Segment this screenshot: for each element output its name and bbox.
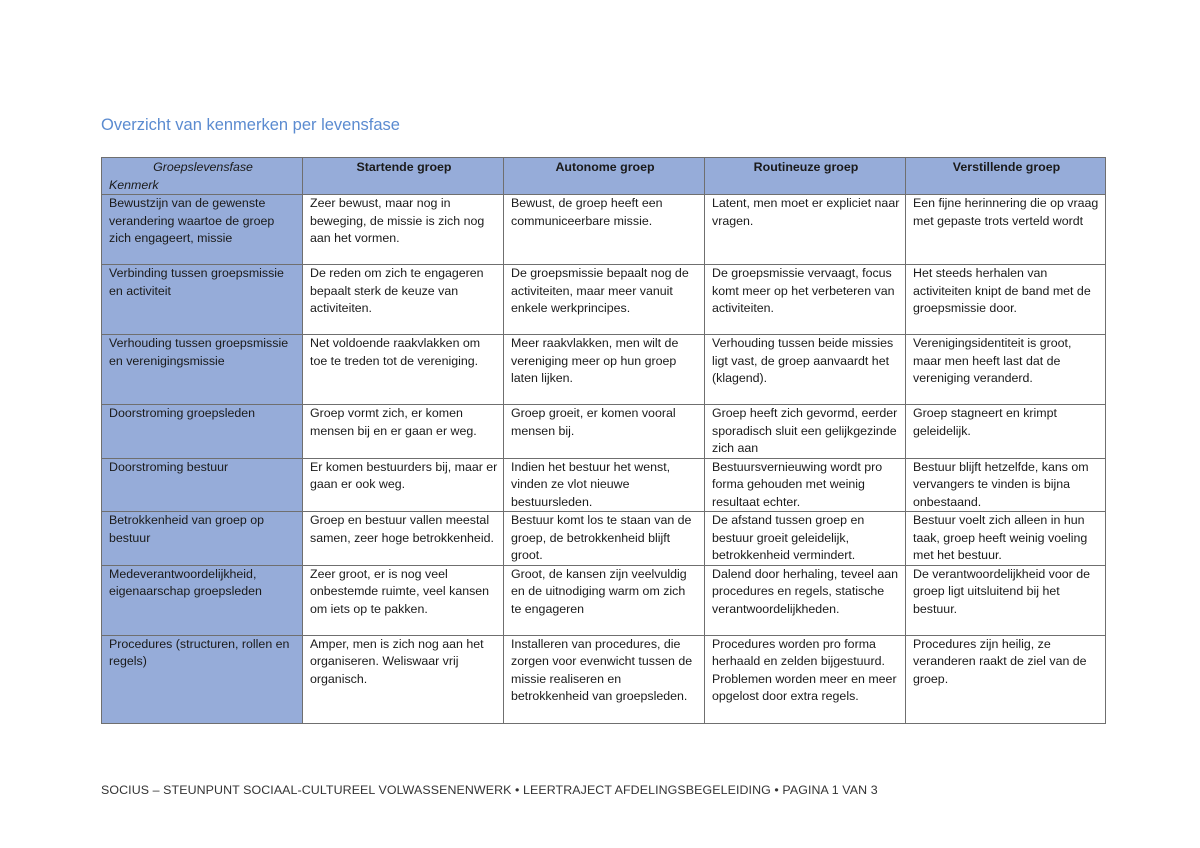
- table-cell: Bestuur blijft hetzelfde, kans om vervangers te vinden is bijna onbestaand.: [906, 458, 1106, 512]
- table-cell: Een fijne herinnering die op vraag met gepaste trots verteld wordt: [906, 195, 1106, 265]
- table-cell: Groep vormt zich, er komen mensen bij en er gaan er weg.: [303, 405, 504, 459]
- table-cell: Bewust, de groep heeft een communiceerbare missie.: [504, 195, 705, 265]
- table-cell: Bestuursvernieuwing wordt pro forma gehouden met weinig resultaat echter.: [705, 458, 906, 512]
- page-title: Overzicht van kenmerken per levensfase: [101, 116, 400, 134]
- table-cell: Meer raakvlakken, men wilt de vereniging meer op hun groep laten lijken.: [504, 335, 705, 405]
- table-row: [102, 565, 1106, 635]
- table-cell: Procedures zijn heilig, ze veranderen raakt de ziel van de groep.: [906, 635, 1106, 723]
- row-label: Verhouding tussen groepsmissie en verenigingsmissie: [102, 335, 303, 405]
- table-row: [102, 335, 1106, 405]
- column-header-startende: Startende groep: [303, 158, 504, 195]
- row-label: Betrokkenheid van groep op bestuur: [102, 512, 303, 566]
- table-cell: Indien het bestuur het wenst, vinden ze vlot nieuwe bestuursleden.: [504, 458, 705, 512]
- table-row: [102, 405, 1106, 459]
- table-cell: Net voldoende raakvlakken om toe te treden tot de vereniging.: [303, 335, 504, 405]
- table-row: [102, 265, 1106, 335]
- table-cell: Zeer bewust, maar nog in beweging, de missie is zich nog aan het vormen.: [303, 195, 504, 265]
- table-cell: De reden om zich te engageren bepaalt sterk de keuze van activiteiten.: [303, 265, 504, 335]
- column-header-verstillende: Verstillende groep: [906, 158, 1106, 195]
- table-row: [102, 512, 1106, 566]
- table-cell: Het steeds herhalen van activiteiten knipt de band met de groepsmissie door.: [906, 265, 1106, 335]
- table-cell: Groep stagneert en krimpt geleidelijk.: [906, 405, 1106, 459]
- table-cell: Procedures worden pro forma herhaald en zelden bijgestuurd. Problemen worden meer en meer opgelost door extra regels.: [705, 635, 906, 723]
- table-cell: Bestuur voelt zich alleen in hun taak, groep heeft weinig voeling met het bestuur.: [906, 512, 1106, 566]
- table-cell: De afstand tussen groep en bestuur groeit geleidelijk, betrokkenheid vermindert.: [705, 512, 906, 566]
- table-row: [102, 635, 1106, 723]
- table-cell: Er komen bestuurders bij, maar er gaan er ook weg.: [303, 458, 504, 512]
- table-cell: Groep groeit, er komen vooral mensen bij.: [504, 405, 705, 459]
- table-cell: Dalend door herhaling, teveel aan procedures en regels, statische verantwoordelijkheden.: [705, 565, 906, 635]
- phase-characteristics-table: [101, 157, 1106, 724]
- table-cell: De groepsmissie bepaalt nog de activiteiten, maar meer vanuit enkele werkprincipes.: [504, 265, 705, 335]
- row-label: Verbinding tussen groepsmissie en activiteit: [102, 265, 303, 335]
- column-header-routineuze: Routineuze groep: [705, 158, 906, 195]
- row-label: Procedures (structuren, rollen en regels): [102, 635, 303, 723]
- table-row: [102, 195, 1106, 265]
- row-label: Medeverantwoordelijkheid, eigenaarschap groepsleden: [102, 565, 303, 635]
- page-footer: SOCIUS – STEUNPUNT SOCIAAL-CULTUREEL VOLWASSENENWERK • LEERTRAJECT AFDELINGSBEGELEIDING • PAGINA 1 VAN 3: [101, 783, 878, 797]
- table-cell: De groepsmissie vervaagt, focus komt meer op het verbeteren van activiteiten.: [705, 265, 906, 335]
- table-cell: Latent, men moet er expliciet naar vragen.: [705, 195, 906, 265]
- corner-label-phase: Groepslevensfase: [153, 160, 253, 174]
- table-row: [102, 458, 1106, 512]
- table-cell: Groep heeft zich gevormd, eerder sporadisch sluit een gelijkgezinde zich aan: [705, 405, 906, 459]
- table-cell: Bestuur komt los te staan van de groep, de betrokkenheid blijft groot.: [504, 512, 705, 566]
- row-label: Bewustzijn van de gewenste verandering waartoe de groep zich engageert, missie: [102, 195, 303, 265]
- table-cell: De verantwoordelijkheid voor de groep ligt uitsluitend bij het bestuur.: [906, 565, 1106, 635]
- row-label: Doorstroming groepsleden: [102, 405, 303, 459]
- row-label: Doorstroming bestuur: [102, 458, 303, 512]
- corner-label-characteristic: Kenmerk: [109, 177, 159, 192]
- table-cell: Groot, de kansen zijn veelvuldig en de uitnodiging warm om zich te engageren: [504, 565, 705, 635]
- table-cell: Installeren van procedures, die zorgen voor evenwicht tussen de missie realiseren en betrokkenheid van groepsleden.: [504, 635, 705, 723]
- table-cell: Verenigingsidentiteit is groot, maar men heeft last dat de vereniging veranderd.: [906, 335, 1106, 405]
- table-cell: Zeer groot, er is nog veel onbestemde ruimte, veel kansen om iets op te pakken.: [303, 565, 504, 635]
- corner-header-cell: [102, 158, 303, 195]
- table-header-row: [102, 158, 1106, 195]
- column-header-autonome: Autonome groep: [504, 158, 705, 195]
- table-cell: Verhouding tussen beide missies ligt vast, de groep aanvaardt het (klagend).: [705, 335, 906, 405]
- table-cell: Amper, men is zich nog aan het organiseren. Weliswaar vrij organisch.: [303, 635, 504, 723]
- table-cell: Groep en bestuur vallen meestal samen, zeer hoge betrokkenheid.: [303, 512, 504, 566]
